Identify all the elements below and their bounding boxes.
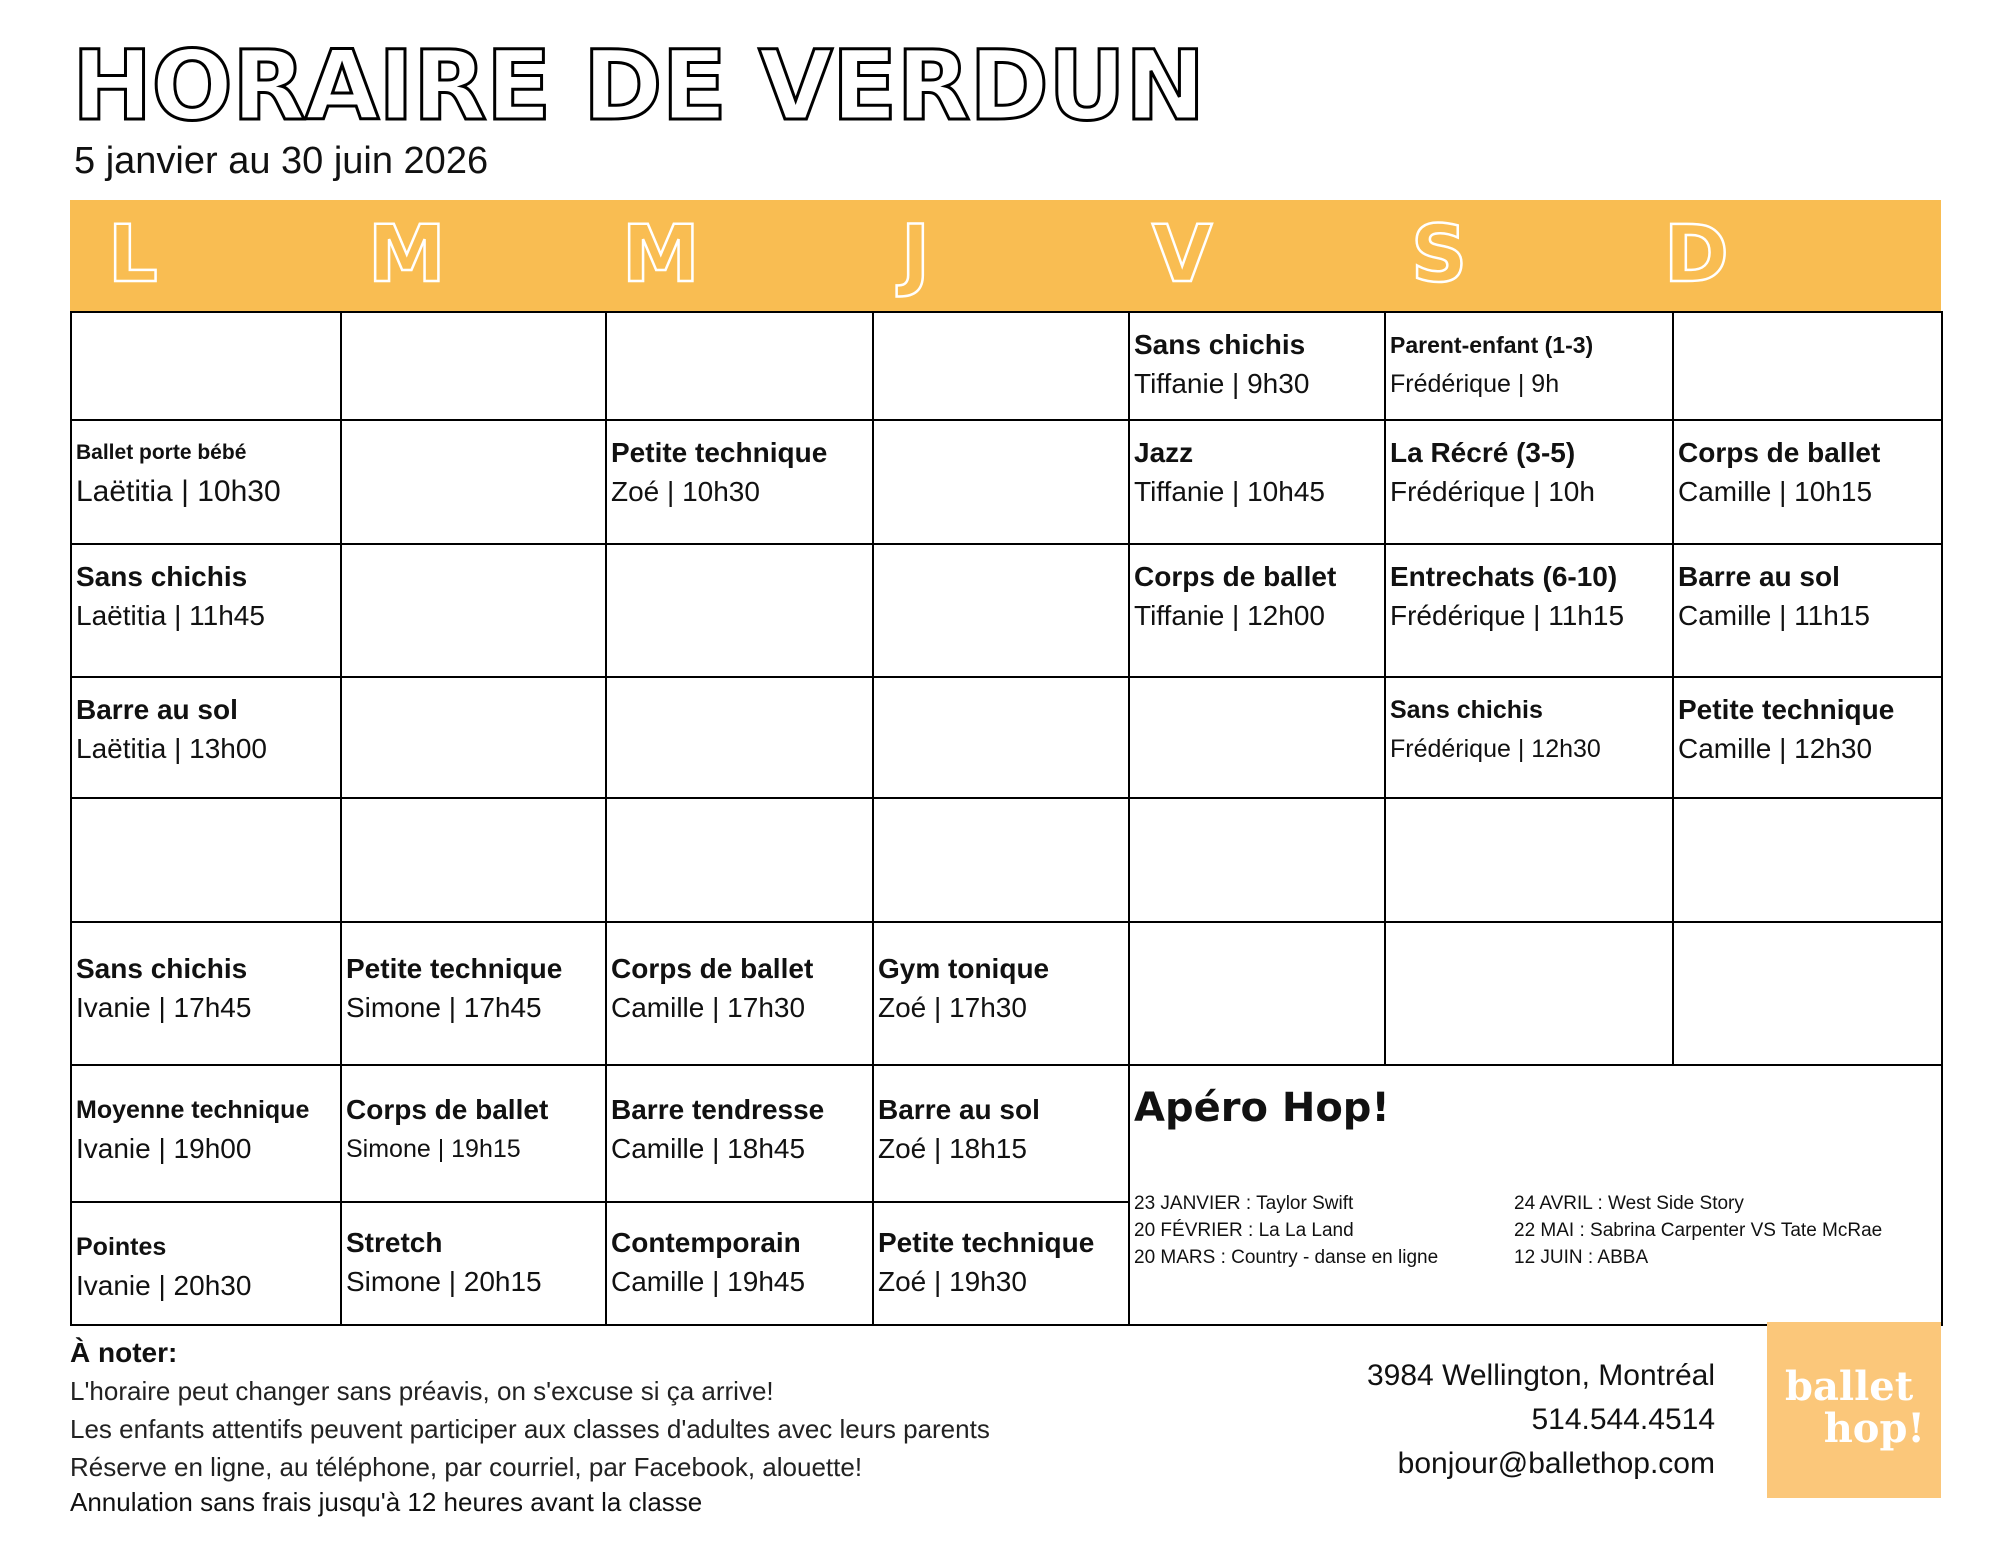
apero-event: 20 MARS : Country - danse en ligne (1134, 1247, 1439, 1268)
day-dimanche: D (1664, 210, 1729, 300)
class-slot (606, 922, 873, 1065)
class-info: Simone | 20h15 (346, 1266, 542, 1298)
class-name: Petite technique (611, 437, 828, 468)
class-name: Barre au sol (76, 694, 238, 725)
email-address[interactable]: bonjour@ballethop.com (1397, 1447, 1715, 1480)
class-name: Corps de ballet (611, 953, 814, 984)
class-info: Zoé | 10h30 (611, 476, 760, 507)
class-name: La Récré (3-5) (1390, 437, 1576, 468)
notes-title: À noter: (70, 1337, 178, 1368)
class-info: Camille | 12h30 (1678, 733, 1873, 764)
day-samedi: S (1411, 210, 1468, 300)
class-name: Petite technique (1678, 694, 1895, 725)
class-slot (71, 420, 341, 544)
schedule-grid (70, 311, 1943, 1326)
class-info: Tiffanie | 9h30 (1134, 368, 1310, 399)
class-name: Moyenne technique (76, 1096, 310, 1124)
logo-line-1: ballet (1785, 1363, 1914, 1410)
class-info: Tiffanie | 10h45 (1134, 476, 1325, 507)
class-info: Frédérique | 9h (1390, 370, 1560, 398)
empty-slot (1385, 922, 1673, 1065)
schedule-row (71, 677, 1942, 798)
class-name: Barre au sol (1678, 561, 1840, 592)
day-lundi: L (108, 210, 158, 300)
empty-slot (341, 798, 606, 922)
note-line: Les enfants attentifs peuvent participer aux classes d'adultes avec leurs parents (70, 1414, 990, 1444)
empty-slot (606, 677, 873, 798)
apero-dates-right (1514, 1190, 1882, 1271)
class-name: Parent-enfant (1-3) (1390, 332, 1594, 358)
contact-info (1367, 1354, 1715, 1486)
class-slot (1673, 544, 1942, 677)
apero-event: 20 FÉVRIER : La La Land (1134, 1220, 1354, 1241)
class-slot (1385, 677, 1673, 798)
class-name: Ballet porte bébé (76, 441, 247, 464)
class-name: Petite technique (878, 1227, 1095, 1259)
class-info: Zoé | 19h30 (878, 1266, 1027, 1298)
class-info: Frédérique | 10h (1390, 476, 1595, 507)
class-info: Laëtitia | 11h45 (76, 600, 265, 631)
apero-event: 22 MAI : Sabrina Carpenter VS Tate McRae (1514, 1220, 1883, 1241)
class-info: Simone | 19h15 (346, 1135, 521, 1163)
class-name: Barre tendresse (611, 1094, 825, 1125)
class-slot (341, 1065, 606, 1202)
class-slot (71, 677, 341, 798)
empty-slot (873, 420, 1129, 544)
class-slot (1385, 312, 1673, 420)
class-info: Camille | 17h30 (611, 992, 806, 1023)
class-name: Corps de ballet (346, 1094, 549, 1125)
class-slot (606, 1065, 873, 1202)
empty-slot (341, 312, 606, 420)
apero-hop-panel (1129, 1065, 1942, 1325)
class-slot (71, 922, 341, 1065)
schedule-row (71, 798, 1942, 922)
note-line: L'horaire peut changer sans préavis, on s'excuse si ça arrive! (70, 1376, 774, 1406)
class-slot (1673, 420, 1942, 544)
days-header-bar (70, 200, 1941, 311)
empty-slot (606, 544, 873, 677)
empty-slot (341, 544, 606, 677)
phone-number[interactable]: 514.544.4514 (1531, 1403, 1715, 1436)
class-name: Gym tonique (878, 953, 1050, 984)
empty-slot (341, 677, 606, 798)
class-slot (1129, 544, 1385, 677)
class-slot (606, 1202, 873, 1325)
class-info: Camille | 11h15 (1678, 600, 1870, 631)
class-slot (606, 420, 873, 544)
class-name: Pointes (76, 1233, 167, 1262)
empty-slot (873, 798, 1129, 922)
day-mardi: M (368, 210, 446, 300)
class-info: Zoé | 17h30 (878, 992, 1027, 1023)
apero-event: 12 JUIN : ABBA (1514, 1247, 1649, 1268)
class-info: Zoé | 18h15 (878, 1133, 1027, 1164)
class-name: Entrechats (6-10) (1390, 561, 1618, 592)
apero-event: 24 AVRIL : West Side Story (1514, 1193, 1744, 1214)
empty-slot (71, 312, 341, 420)
empty-slot (873, 544, 1129, 677)
class-info: Tiffanie | 12h00 (1134, 600, 1325, 631)
schedule-row (71, 922, 1942, 1065)
apero-hop-title: Apéro Hop! (1134, 1085, 1390, 1131)
class-info: Laëtitia | 10h30 (76, 475, 281, 508)
address: 3984 Wellington, Montréal (1367, 1359, 1715, 1392)
class-name: Sans chichis (1134, 329, 1306, 360)
class-info: Ivanie | 17h45 (76, 992, 252, 1023)
date-range: 5 janvier au 30 juin 2026 (74, 140, 489, 182)
ballet-hop-logo (1767, 1322, 1941, 1498)
empty-slot (1385, 798, 1673, 922)
class-name: Corps de ballet (1678, 437, 1881, 468)
class-name: Sans chichis (1390, 696, 1543, 724)
class-info: Frédérique | 12h30 (1390, 735, 1601, 763)
note-line: Annulation sans frais jusqu'à 12 heures avant la classe (70, 1487, 703, 1517)
schedule-row (71, 544, 1942, 677)
class-info: Camille | 18h45 (611, 1133, 806, 1164)
day-jeudi: J (901, 210, 931, 300)
empty-slot (1129, 677, 1385, 798)
class-slot (341, 1202, 606, 1325)
empty-slot (1673, 312, 1942, 420)
empty-slot (1673, 798, 1942, 922)
class-slot (1129, 312, 1385, 420)
class-slot (341, 922, 606, 1065)
class-slot (1673, 677, 1942, 798)
empty-slot (873, 312, 1129, 420)
class-slot (873, 1202, 1129, 1325)
empty-slot (873, 677, 1129, 798)
empty-slot (1673, 922, 1942, 1065)
class-slot (71, 1202, 341, 1325)
page-title: HORAIRE DE VERDUN (72, 30, 1205, 142)
class-slot (71, 544, 341, 677)
empty-slot (606, 312, 873, 420)
schedule-row (71, 420, 1942, 544)
empty-slot (606, 798, 873, 922)
day-mercredi: M (622, 210, 700, 300)
class-name: Sans chichis (76, 953, 248, 984)
empty-slot (1129, 798, 1385, 922)
class-info: Camille | 10h15 (1678, 476, 1873, 507)
logo-line-2: hop! (1823, 1405, 1925, 1452)
class-name: Barre au sol (878, 1094, 1040, 1125)
class-info: Laëtitia | 13h00 (76, 733, 267, 764)
class-info: Ivanie | 20h30 (76, 1270, 252, 1302)
schedule-row (71, 1065, 1942, 1202)
class-slot (1385, 544, 1673, 677)
class-name: Corps de ballet (1134, 561, 1337, 592)
class-info: Ivanie | 19h00 (76, 1133, 252, 1164)
notes-section (70, 1334, 990, 1518)
class-slot (873, 1065, 1129, 1202)
class-slot (71, 1065, 341, 1202)
class-info: Camille | 19h45 (611, 1266, 806, 1298)
apero-dates-left (1134, 1190, 1438, 1271)
empty-slot (1129, 922, 1385, 1065)
class-slot (1385, 420, 1673, 544)
day-vendredi: V (1152, 210, 1213, 300)
class-slot (873, 922, 1129, 1065)
class-name: Jazz (1134, 437, 1194, 468)
class-info: Frédérique | 11h15 (1390, 600, 1625, 631)
class-name: Stretch (346, 1227, 443, 1259)
empty-slot (341, 420, 606, 544)
note-line: Réserve en ligne, au téléphone, par courriel, par Facebook, alouette! (70, 1452, 863, 1482)
apero-event: 23 JANVIER : Taylor Swift (1134, 1193, 1354, 1214)
class-name: Petite technique (346, 953, 563, 984)
class-info: Simone | 17h45 (346, 992, 542, 1023)
class-name: Contemporain (611, 1227, 801, 1259)
empty-slot (71, 798, 341, 922)
class-slot (1129, 420, 1385, 544)
schedule-row (71, 312, 1942, 420)
class-name: Sans chichis (76, 561, 248, 592)
